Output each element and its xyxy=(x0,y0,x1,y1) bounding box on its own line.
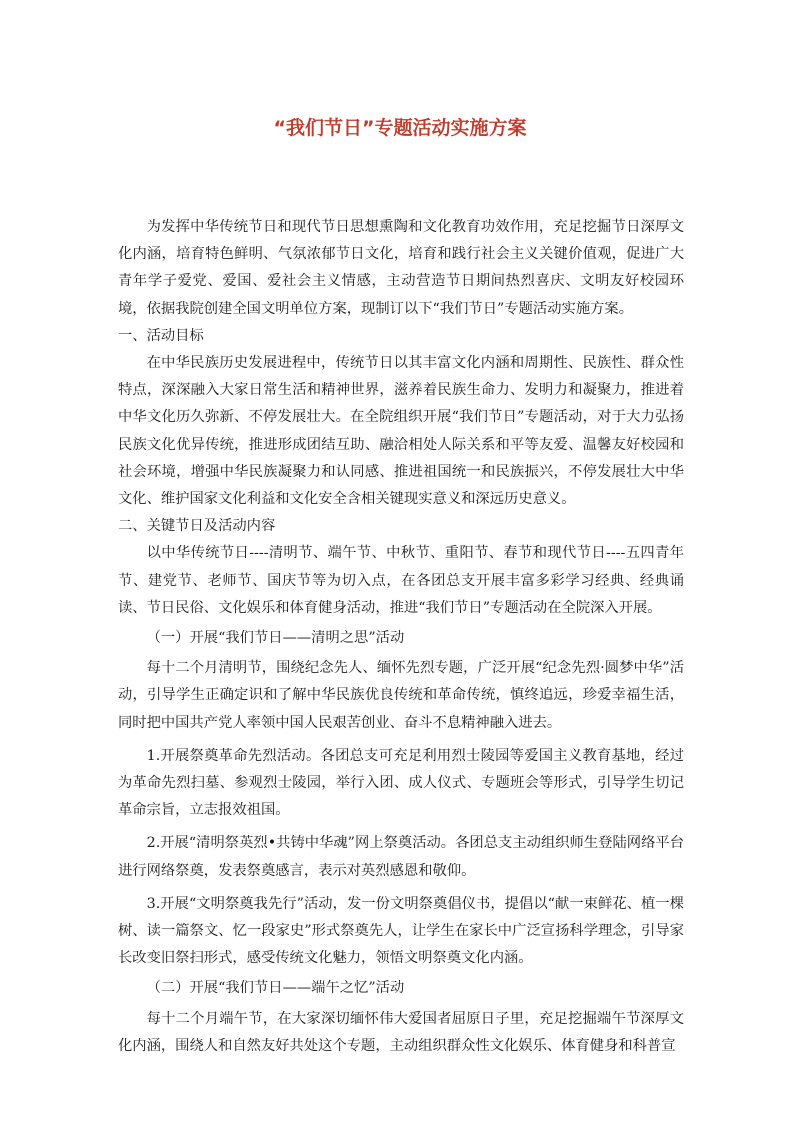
section-heading-goals: 一、活动目标 xyxy=(118,327,204,344)
subsection-heading-qingming: （一）开展“我们节日——清明之思”活动 xyxy=(146,630,405,647)
duanwu-paragraph: 每十二个月端午节，在大家深切缅怀伟大爱国者屈原日子里，充足挖掘端午节深厚文化内涵，围绕人和自然友好共处这个专题，主动组织群众性文化娱乐、体育健身和科普宣 xyxy=(118,1010,684,1054)
section-heading-festivals: 二、关键节日及活动内容 xyxy=(118,518,276,535)
intro-paragraph: 为发挥中华传统节日和现代节日思想熏陶和文化教育功效作用，充足挖掘节日深厚文化内涵，培育特色鲜明、气氛浓郁节日文化，培育和践行社会主义关键价值观，促进广大青年学子爱党、爱国、爱社会主义情感，主动营造节日期间热烈喜庆、文明友好校园环境，依据我院创建全国文明单位方案，现制订以下“我们节日”专题活动实施方案。 xyxy=(118,219,684,317)
document-title: “我们节日”专题活动实施方案 xyxy=(273,117,527,139)
goals-paragraph: 在中华民族历史发展进程中，传统节日以其丰富文化内涵和周期性、民族性、群众性特点，深深融入大家日常生活和精神世界，滋养着民族生命力、发明力和凝聚力，推进着中华文化历久弥新、不停发展壮大。在全院组织开展“我们节日”专题活动，对于大力弘扬民族文化优异传统，推进形成团结互助、融洽相处人际关系和平等友爱、温馨友好校园和社会环境，增强中华民族凝聚力和认同感、推进祖国统一和民族振兴，不停发展壮大中华文化、维护国家文化利益和文化安全含相关键现实意义和深远历史意义。 xyxy=(118,355,684,508)
subsection-heading-duanwu: （二）开展“我们节日——端午之忆”活动 xyxy=(146,980,405,997)
qingming-item-3: 3.开展“文明祭奠我先行”活动，发一份文明祭奠倡仪书，提倡以“献一束鲜花、植一棵树、读一篇祭文、忆一段家史”形式祭奠先人，让学生在家长中广泛宣扬科学理念，引导家长改变旧祭扫形式，感受传统文化魅力，领悟文明祭奠文化内涵。 xyxy=(118,895,684,967)
qingming-item-2: 2.开展“清明祭英烈•共铸中华魂”网上祭奠活动。各团总支主动组织师生登陆网络平台进行网络祭奠，发表祭奠感言，表示对英烈感恩和敬仰。 xyxy=(118,835,684,879)
qingming-item-1: 1.开展祭奠革命先烈活动。各团总支可充足利用烈士陵园等爱国主义教育基地，经过为革命先烈扫墓、参观烈士陵园，举行入团、成人仪式、专题班会等形式，引导学生切记革命宗旨，立志报效祖国。 xyxy=(118,747,684,819)
festivals-paragraph: 以中华传统节日----清明节、端午节、中秋节、重阳节、春节和现代节日----五四青年节、建党节、老师节、国庆节等为切入点，在各团总支开展丰富多彩学习经典、经典诵读、节日民俗、文化娱乐和体育健身活动，推进“我们节日”专题活动在全院深入开展。 xyxy=(118,545,684,616)
document-body xyxy=(118,214,684,1060)
qingming-paragraph: 每十二个月清明节，围绕纪念先人、缅怀先烈专题，广泛开展“纪念先烈·圆梦中华”活动，引导学生正确定识和了解中华民族优良传统和革命传统，慎终追远，珍爱幸福生活，同时把中国共产党人率领中国人民艰苦创业、奋斗不息精神融入进去。 xyxy=(118,660,684,731)
